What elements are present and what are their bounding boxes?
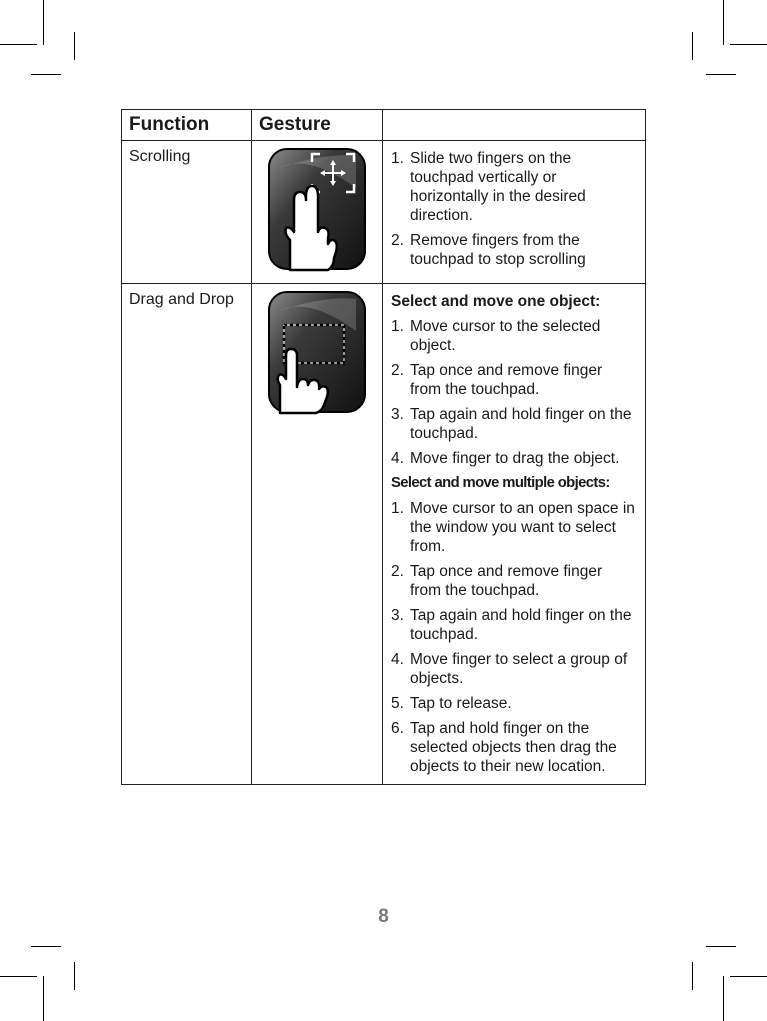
description-cell: [383, 284, 646, 785]
page-number: 8: [378, 906, 389, 927]
description-cell: [383, 141, 646, 284]
crop-mark: [723, 0, 724, 45]
step-item: 1. Move cursor to an open space in the window you want to select from.: [391, 500, 635, 555]
table-row: [122, 284, 646, 785]
crop-mark: [31, 74, 61, 75]
table-header-row: [122, 110, 646, 141]
step-item: 6. Tap and hold finger on the selected objects then drag the objects to their new location.: [391, 720, 617, 775]
function-cell: Drag and Drop: [122, 284, 252, 785]
crop-mark: [692, 962, 693, 990]
crop-mark: [706, 946, 736, 947]
gesture-cell: [252, 284, 383, 785]
table-row: [122, 141, 646, 284]
crop-mark: [0, 976, 37, 977]
crop-mark: [730, 44, 767, 45]
section-heading: Select and move multiple objects:: [391, 475, 610, 491]
header-description: [383, 110, 646, 141]
gesture-cell: [252, 141, 383, 284]
crop-mark: [706, 74, 736, 75]
step-item: 4. Move finger to drag the object.: [391, 450, 620, 467]
crop-mark: [74, 32, 75, 60]
crop-mark: [31, 946, 61, 947]
crop-mark: [730, 976, 767, 977]
crop-mark: [43, 0, 44, 45]
step-item: 3. Tap again and hold finger on the touchpad.: [391, 406, 632, 442]
header-function: Function: [122, 110, 252, 141]
step-item: 1. Slide two fingers on the touchpad vertically or horizontally in the desired direction.: [391, 150, 586, 224]
crop-mark: [43, 976, 44, 1021]
crop-mark: [74, 962, 75, 990]
drag-and-drop-icon: [268, 291, 366, 415]
step-item: 2. Tap once and remove finger from the touchpad.: [391, 362, 603, 398]
step-item: 2. Tap once and remove finger from the touchpad.: [391, 563, 603, 599]
header-gesture: Gesture: [252, 110, 383, 141]
step-item: 4. Move finger to select a group of objects.: [391, 651, 628, 687]
crop-mark: [0, 44, 37, 45]
gesture-table: [121, 109, 646, 785]
step-item: 2. Remove fingers from the touchpad to stop scrolling: [391, 232, 586, 268]
step-item: 3. Tap again and hold finger on the touchpad.: [391, 607, 632, 643]
step-item: 1. Move cursor to the selected object.: [391, 318, 601, 354]
section-heading: Select and move one object:: [391, 293, 601, 310]
function-cell: Scrolling: [122, 141, 252, 284]
crop-mark: [723, 976, 724, 1021]
two-finger-scroll-icon: [268, 148, 366, 272]
crop-mark: [692, 32, 693, 60]
step-item: 5. Tap to release.: [391, 695, 512, 712]
